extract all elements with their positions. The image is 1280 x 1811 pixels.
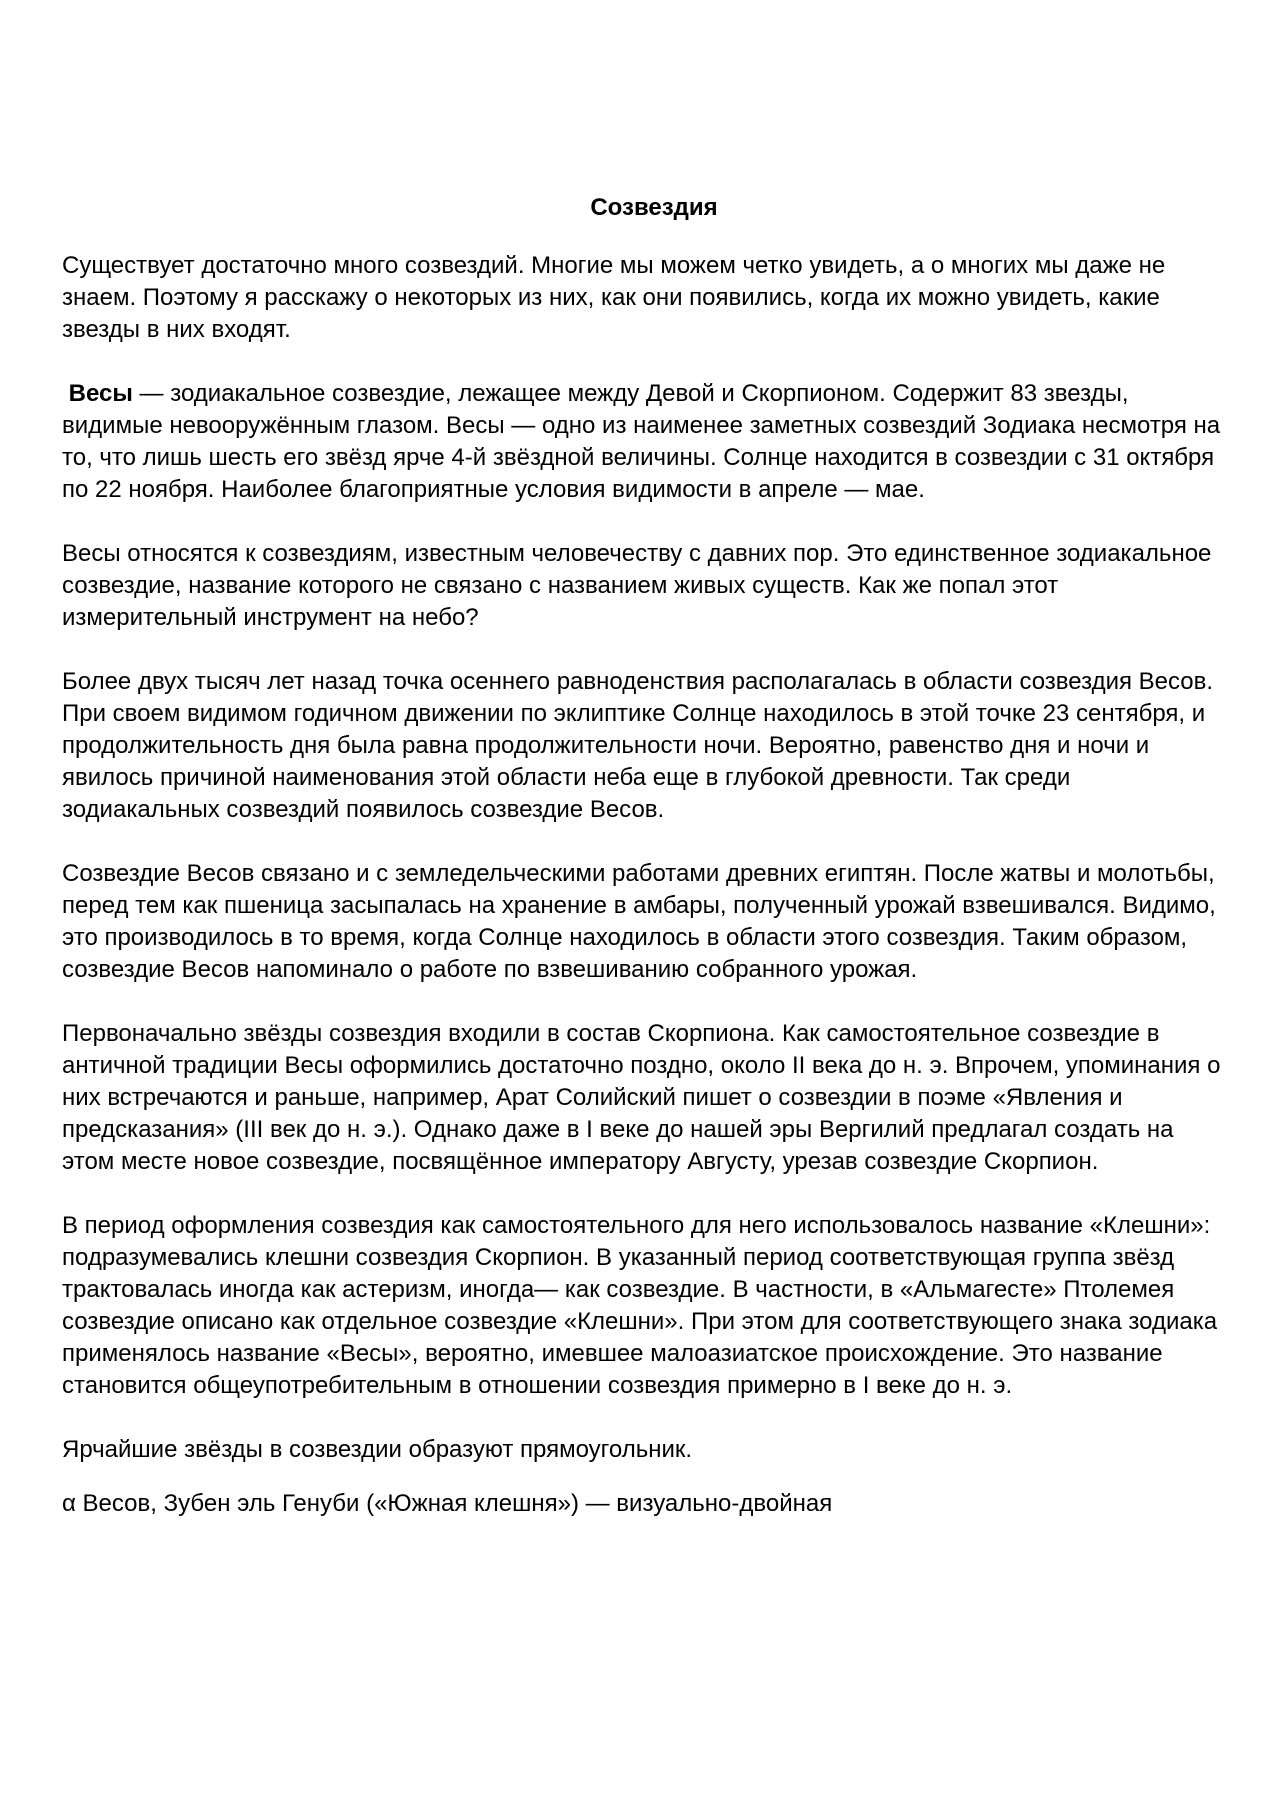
document-page [62, 192, 1232, 1552]
paragraph-alpha-librae: α Весов, Зубен эль Генуби («Южная клешня») — визуально-двойная [62, 1490, 833, 1517]
page-title: Созвездия [590, 194, 718, 221]
paragraph-egypt: Созвездие Весов связано и с земледельческими работами древних египтян. После жатвы и молотьбы, перед тем как пшеница засыпалась на хранение в амбары, полученный урожай взвешивался. Видимо, это производилось в то время, когда Солнце находилось в области этого созвездия. Таким образом, созвездие Весов напоминало о работе по взвешиванию собранного урожая. [62, 860, 1216, 983]
paragraph-brightest-stars: Ярчайшие звёзды в созвездии образуют прямоугольник. [62, 1436, 693, 1463]
paragraph-scorpion: Первоначально звёзды созвездия входили в состав Скорпиона. Как самостоятельное созвездие в античной традиции Весы оформились достаточно поздно, около II века до н. э. Впрочем, упоминания о них встречаются и раньше, например, Арат Солийский пишет о созвездии в поэме «Явления и предсказания» (III век до н. э.). Однако даже в I веке до нашей эры Вергилий предлагал создать на этом месте новое созвездие, посвящённое императору Августу, урезав созвездие Скорпион. [62, 1020, 1221, 1175]
paragraph-claws: В период оформления созвездия как самостоятельного для него использовалось название «Клешни»: подразумевались клешни созвездия Скорпион. В указанный период соответствующая группа звёзд трактовалась иногда как астеризм, иногда— как созвездие. В частности, в «Альмагесте» Птолемея созвездие описано как отдельное созвездие «Клешни». При этом для соответствующего знака зодиака применялось название «Весы», вероятно, имевшее малоазиатское происхождение. Это название становится общеупотребительным в отношении созвездия примерно в I веке до н. э. [62, 1212, 1218, 1399]
paragraph-history: Весы относятся к созвездиям, известным человечеству с давних пор. Это единственное зодиакальное созвездие, название которого не связано с названием живых существ. Как же попал этот измерительный инструмент на небо? [62, 540, 1212, 631]
paragraph-equinox: Более двух тысяч лет назад точка осеннего равноденствия располагалась в области созвездия Весов. При своем видимом годичном движении по эклиптике Солнце находилось в этой точке 23 сентября, и продолжительность дня была равна продолжительности ночи. Вероятно, равенство дня и ночи и явилось причиной наименования этой области неба еще в глубокой древности. Так среди зодиакальных созвездий появилось созвездие Весов. [62, 668, 1214, 823]
libra-description: — зодиакальное созвездие, лежащее между Девой и Скорпионом. Содержит 83 звезды, видимые невооружённым глазом. Весы — одно из наименее заметных созвездий Зодиака несмотря на то, что лишь шесть его звёзд ярче 4-й звёздной величины. Солнце находится в созвездии с 31 октября по 22 ноября. Наиболее благоприятные условия видимости в апреле — мае. [62, 380, 1221, 503]
libra-paragraph [62, 378, 1232, 506]
libra-term: Весы [68, 380, 133, 407]
intro-paragraph: Существует достаточно много созвездий. Многие мы можем четко увидеть, а о многих мы даже не знаем. Поэтому я расскажу о некоторых из них, как они появились, когда их можно увидеть, какие звезды в них входят. [62, 252, 1166, 343]
